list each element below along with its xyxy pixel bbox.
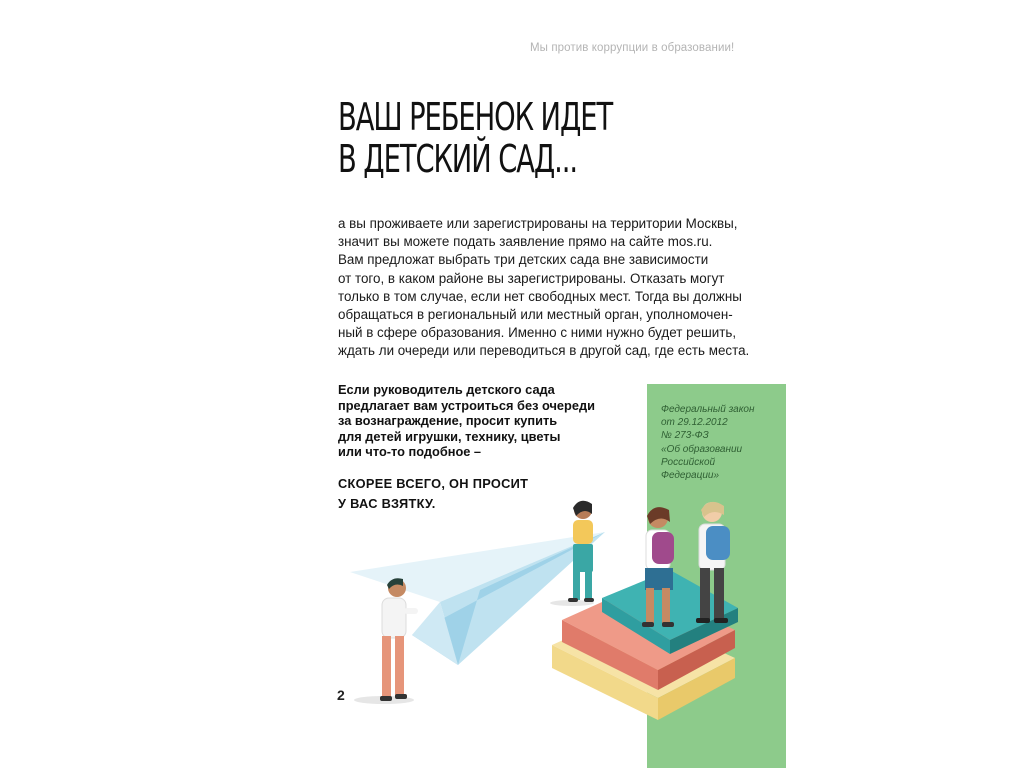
conclusion-line: СКОРЕЕ ВСЕГО, ОН ПРОСИТ — [338, 476, 529, 491]
paper-plane-kids-books-illustration — [340, 490, 770, 768]
title-line: В ДЕТСКИЙ САД... — [338, 137, 578, 181]
body-line: Вам предложат выбрать три детских сада вне зависимости — [338, 252, 709, 268]
boy-figure-icon — [354, 578, 418, 704]
body-line: значит вы можете подать заявление прямо на сайте mos.ru. — [338, 234, 713, 250]
warning-line: или что-то подобное – — [338, 444, 482, 459]
body-paragraph — [338, 215, 750, 361]
conclusion-line: У ВАС ВЗЯТКУ. — [338, 495, 436, 511]
law-line: Федерации» — [661, 470, 720, 482]
body-line: обращаться в региональный или местный орган, уполномочен- — [338, 307, 733, 323]
body-line: ждать ли очереди или переводиться в другой сад, где есть места. — [338, 343, 750, 359]
law-line: № 273-ФЗ — [661, 430, 709, 442]
body-line: от того, в каком районе вы зарегистрированы. Отказать могут — [338, 270, 725, 286]
law-line: от 29.12.2012 — [661, 417, 728, 429]
law-line: Российской — [661, 456, 716, 468]
warning-paragraph — [338, 382, 638, 460]
law-line: «Об образовании — [661, 443, 743, 455]
warning-line: Если руководитель детского сада — [338, 382, 555, 397]
page-title — [338, 96, 612, 180]
body-line: а вы проживаете или зарегистрированы на территории Москвы, — [338, 216, 738, 231]
body-line: ный в сфере образования. Именно с ними нужно будет решить, — [338, 325, 737, 341]
title-line: ВАШ РЕБЕНОК ИДЕТ — [338, 95, 613, 139]
warning-line: за вознаграждение, просит купить — [338, 413, 558, 428]
law-reference — [661, 403, 771, 482]
header-tagline: Мы против коррупции в образовании! — [530, 42, 735, 54]
law-line: Федеральный закон — [661, 404, 755, 415]
warning-line: предлагает вам устроиться без очереди — [338, 397, 595, 413]
body-line: только в том случае, если нет свободных мест. Тогда вы должны — [338, 288, 742, 304]
page-number: 2 — [337, 687, 345, 703]
warning-line: для детей игрушки, технику, цветы — [338, 428, 561, 444]
